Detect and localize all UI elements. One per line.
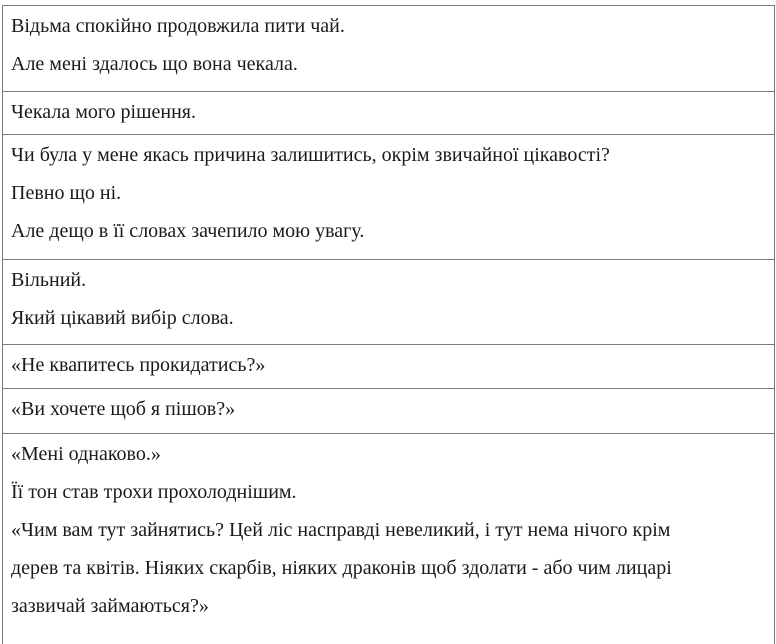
table-row [3,135,775,260]
table-row [3,6,775,92]
text-line: Чекала мого рішення. [11,101,196,123]
table-row [3,434,775,644]
table-row [3,260,775,345]
text-line: «Мені однаково.» [11,443,161,465]
text-line: Вільний. [11,269,87,291]
table-row [3,92,775,135]
text-line: Її тон став трохи прохолоднішим. [11,481,297,503]
document-table [2,5,775,644]
text-line: Певно що ні. [11,182,122,204]
text-line: Але мені здалось що вона чекала. [11,53,298,75]
text-line: Чи була у мене якась причина залишитись, окрім звичайної цікавості? [11,144,610,166]
text-line: Який цікавий вибір слова. [11,307,234,329]
text-line: зазвичай займаються?» [11,595,209,617]
text-line: «Не квапитесь прокидатись?» [11,354,266,376]
text-line: «Ви хочете щоб я пішов?» [11,398,236,420]
text-line: Але дещо в її словах зачепило мою увагу. [11,220,365,242]
text-line: Відьма спокійно продовжила пити чай. [11,15,345,37]
text-line: дерев та квітів. Ніяких скарбів, ніяких драконів щоб здолати - або чим лицарі [11,557,672,579]
text-line: «Чим вам тут зайнятись? Цей ліс насправді невеликий, і тут нема нічого крім [11,519,671,541]
table-row [3,389,775,434]
table-row [3,345,775,389]
